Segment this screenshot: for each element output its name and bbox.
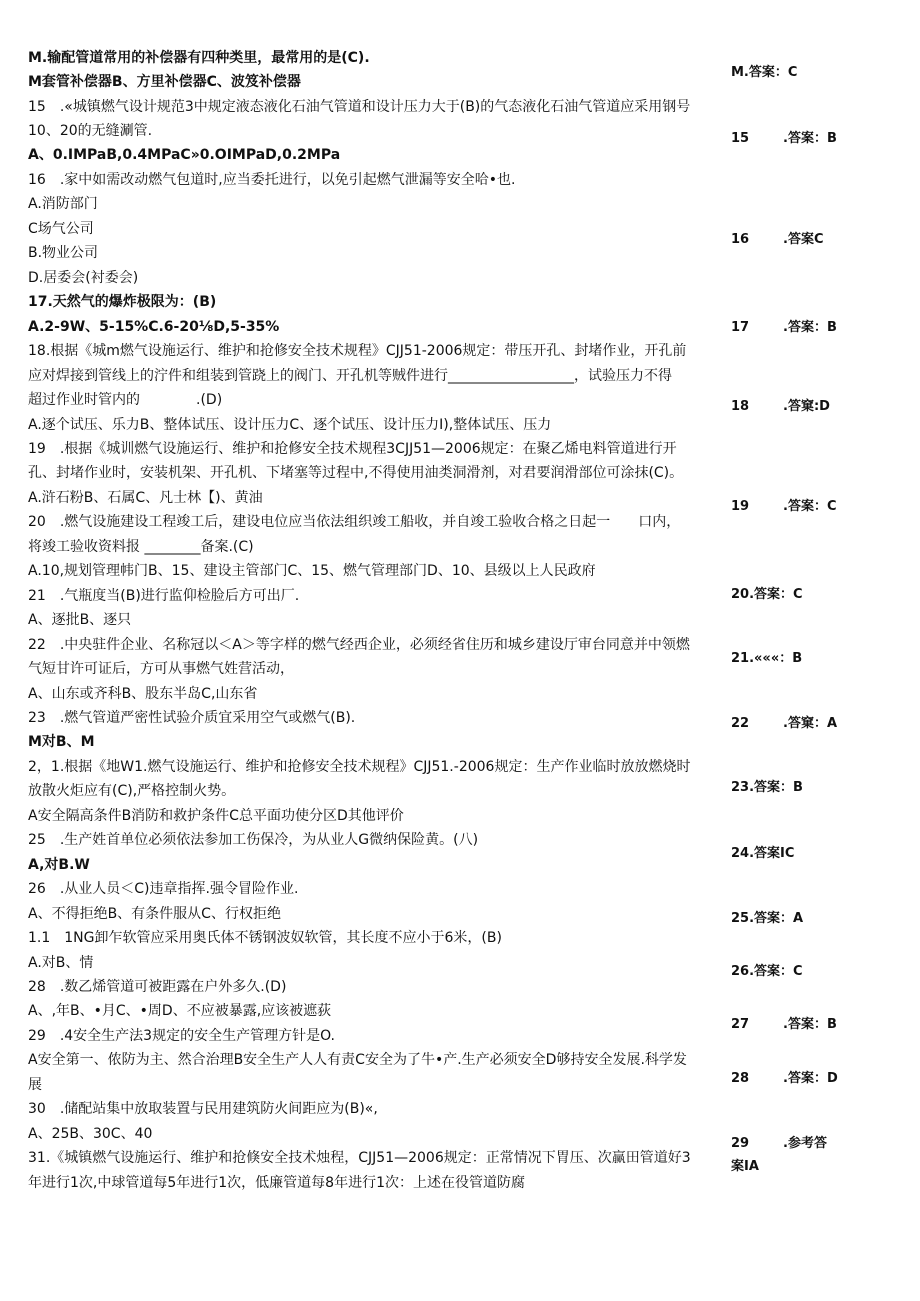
answer-item: 20.答案：C: [731, 587, 803, 602]
question-line: A安全隔高条件B消防和救护条件C总平面功使分区D其他评价: [28, 808, 404, 824]
question-line: 将竣工验收资料报 ________备案.(C): [28, 539, 254, 555]
question-line: A、不得拒绝B、有条件服从C、行权拒绝: [28, 906, 281, 922]
answer-item: 29 .参考答: [731, 1136, 827, 1151]
answer-item: 25.答案：A: [731, 911, 804, 926]
question-line: A、,年B、•月C、•周D、不应被暴露,应该被遮荻: [28, 1003, 332, 1019]
answer-item: 16 .答案C: [731, 232, 824, 247]
answer-item: 22 .答窠：A: [731, 716, 837, 731]
question-line: 17.天然气的爆炸极限为：(B): [28, 294, 217, 310]
question-line: 29 .4安全生产法3规定的安全生产管理方针是O.: [28, 1028, 335, 1044]
question-line: A、25B、30C、40: [28, 1126, 153, 1142]
question-line: 15 .«城镇燃气设计规范3中规定液态液化石油气管道和设计压力大于(B)的气态液化石油气管道应采用钢号: [28, 99, 691, 115]
question-line: B.物业公司: [28, 245, 99, 261]
question-line: 年进行1次,中球管道每5年进行1次，低廉管道每8年进行1次：上述在役管道防腐: [28, 1175, 525, 1191]
question-line: D.居委会(衬委会): [28, 270, 139, 286]
question-line: A安全第一、侬防为主、然合治理B安全生产人人有责C安全为了牛•产.生产必须安全D够持安全发展.科学发: [28, 1052, 687, 1068]
question-line: A.10,规划管理帏门B、15、建设主管部门C、15、燃气管理部门D、10、县级以上人民政府: [28, 563, 596, 579]
question-line: C场气公司: [28, 221, 94, 237]
question-line: 22 .中央驻件企业、名称冠以＜A＞等字样的燃气经西企业，必须经省住历和城乡建设厅审台同意并中领燃: [28, 637, 690, 653]
question-line: 10、20的无缝涮管.: [28, 123, 153, 139]
question-line: 31.《城镇燃气设施运行、维护和抢倏安全技术烛程，CJJ51—2006规定：正常情况下胃压、次赢田管道好3: [28, 1150, 691, 1166]
answer-item: 17 .答案：B: [731, 320, 837, 335]
answer-item: M.答案：C: [731, 65, 798, 80]
answer-item: 15 .答案：B: [731, 131, 837, 146]
question-line: A,对B.W: [28, 857, 90, 873]
answer-item: 23.答案：B: [731, 780, 803, 795]
question-line: 孔、封堵作业时，安装机架、开孔机、下堵塞等过程中,不得使用油类洞滑剂，对君要润滑部位可涂抹(C)。: [28, 465, 684, 481]
question-line: A.逐个试压、乐力B、整体试压、设计压力C、逐个试压、设计压力I),整体试压、压力: [28, 417, 552, 433]
question-line: A、山东或齐科B、股东半岛C,山东省: [28, 686, 258, 702]
question-line: 18.根据《城m燃气设施运行、维护和抢修安全技术规程》CJJ51-2006规定：带压开孔、封堵作业，开孔前: [28, 343, 687, 359]
question-line: 20 .燃气设施建设工程竣工后，建设电位应当依法组织竣工船收，并自竣工验收合格之日起一 口内，: [28, 514, 681, 530]
answer-item: 26.答案：C: [731, 964, 803, 979]
question-line: 超过作业时管内的 .(D): [28, 392, 223, 408]
question-line: 30 .储配站集中放取装置与民用建筑防火间距应为(B)«,: [28, 1101, 378, 1117]
question-line: A、0.IMPaB,0.4MPaC»0.OIMPaD,0.2MPa: [28, 147, 341, 163]
question-line: A.对B、情: [28, 955, 94, 971]
question-line: 展: [28, 1077, 42, 1093]
question-line: M.输配管道常用的补偿器有四种类里，最常用的是(C).: [28, 50, 370, 66]
question-line: 2，1.根据《地W1.燃气设施运行、维护和抢修安全技术规程》CJJ51.-2006规定：生产作业临时放放燃烧时: [28, 759, 691, 775]
question-line: 26 .从业人员＜C)违章指挥.强令冒险作业.: [28, 881, 299, 897]
question-line: A.2-9W、5-15%C.6-20⅛D,5-35%: [28, 319, 280, 335]
question-line: 1.1 1NG卸乍软管应采用奥氏体不锈钢波奴软管，其长度不应小于6米，(B): [28, 930, 502, 946]
question-line: M对B、M: [28, 734, 95, 750]
question-line: 28 .数乙烯管道可被距露在户外多久.(D): [28, 979, 287, 995]
question-line: A、逐批B、逐只: [28, 612, 132, 628]
question-line: 16 .家中如需改动燃气包道时,应当委托进行，以免引起燃气泄漏等安全哈•也.: [28, 172, 516, 188]
question-line: 19 .根据《城训燃气设施运行、维护和抢修安全技术规程3CJJ51—2006规定：在聚乙烯电料管道进行开: [28, 441, 677, 457]
question-line: 25 .生产姓首单位必须依法参加工伤保冷，为从业人G微纳保险黄。(八): [28, 832, 479, 848]
question-line: 气短甘许可证后，方可从事燃气姓营活动，: [28, 661, 294, 677]
answer-item: 案IA: [731, 1159, 759, 1174]
answer-item: 24.答案IC: [731, 846, 795, 861]
question-line: 放散火炬应有(C),严格控制火势。: [28, 783, 236, 799]
answer-item: 28 .答案：D: [731, 1071, 838, 1086]
answer-item: 18 .答窠:D: [731, 399, 830, 414]
question-line: 应对焊接到管线上的泞件和组装到管跷上的阀门、开孔机等贼件进行__________________，试验压力不得: [28, 368, 672, 384]
question-line: A.浒石粉B、石属C、凡士林【)、黄油: [28, 490, 263, 506]
question-line: A.消防部门: [28, 196, 98, 212]
answer-item: 19 .答案：C: [731, 499, 837, 514]
answer-item: 21.«««：B: [731, 651, 803, 666]
question-line: 23 .燃气管道严密性试验介质宜采用空气或燃气(B).: [28, 710, 356, 726]
question-line: M套管补偿器B、方里补偿器C、波笈补偿器: [28, 74, 301, 90]
question-line: 21 .气瓶度当(B)进行监仰检脸后方可出厂.: [28, 588, 300, 604]
answer-item: 27 .答案：B: [731, 1017, 837, 1032]
